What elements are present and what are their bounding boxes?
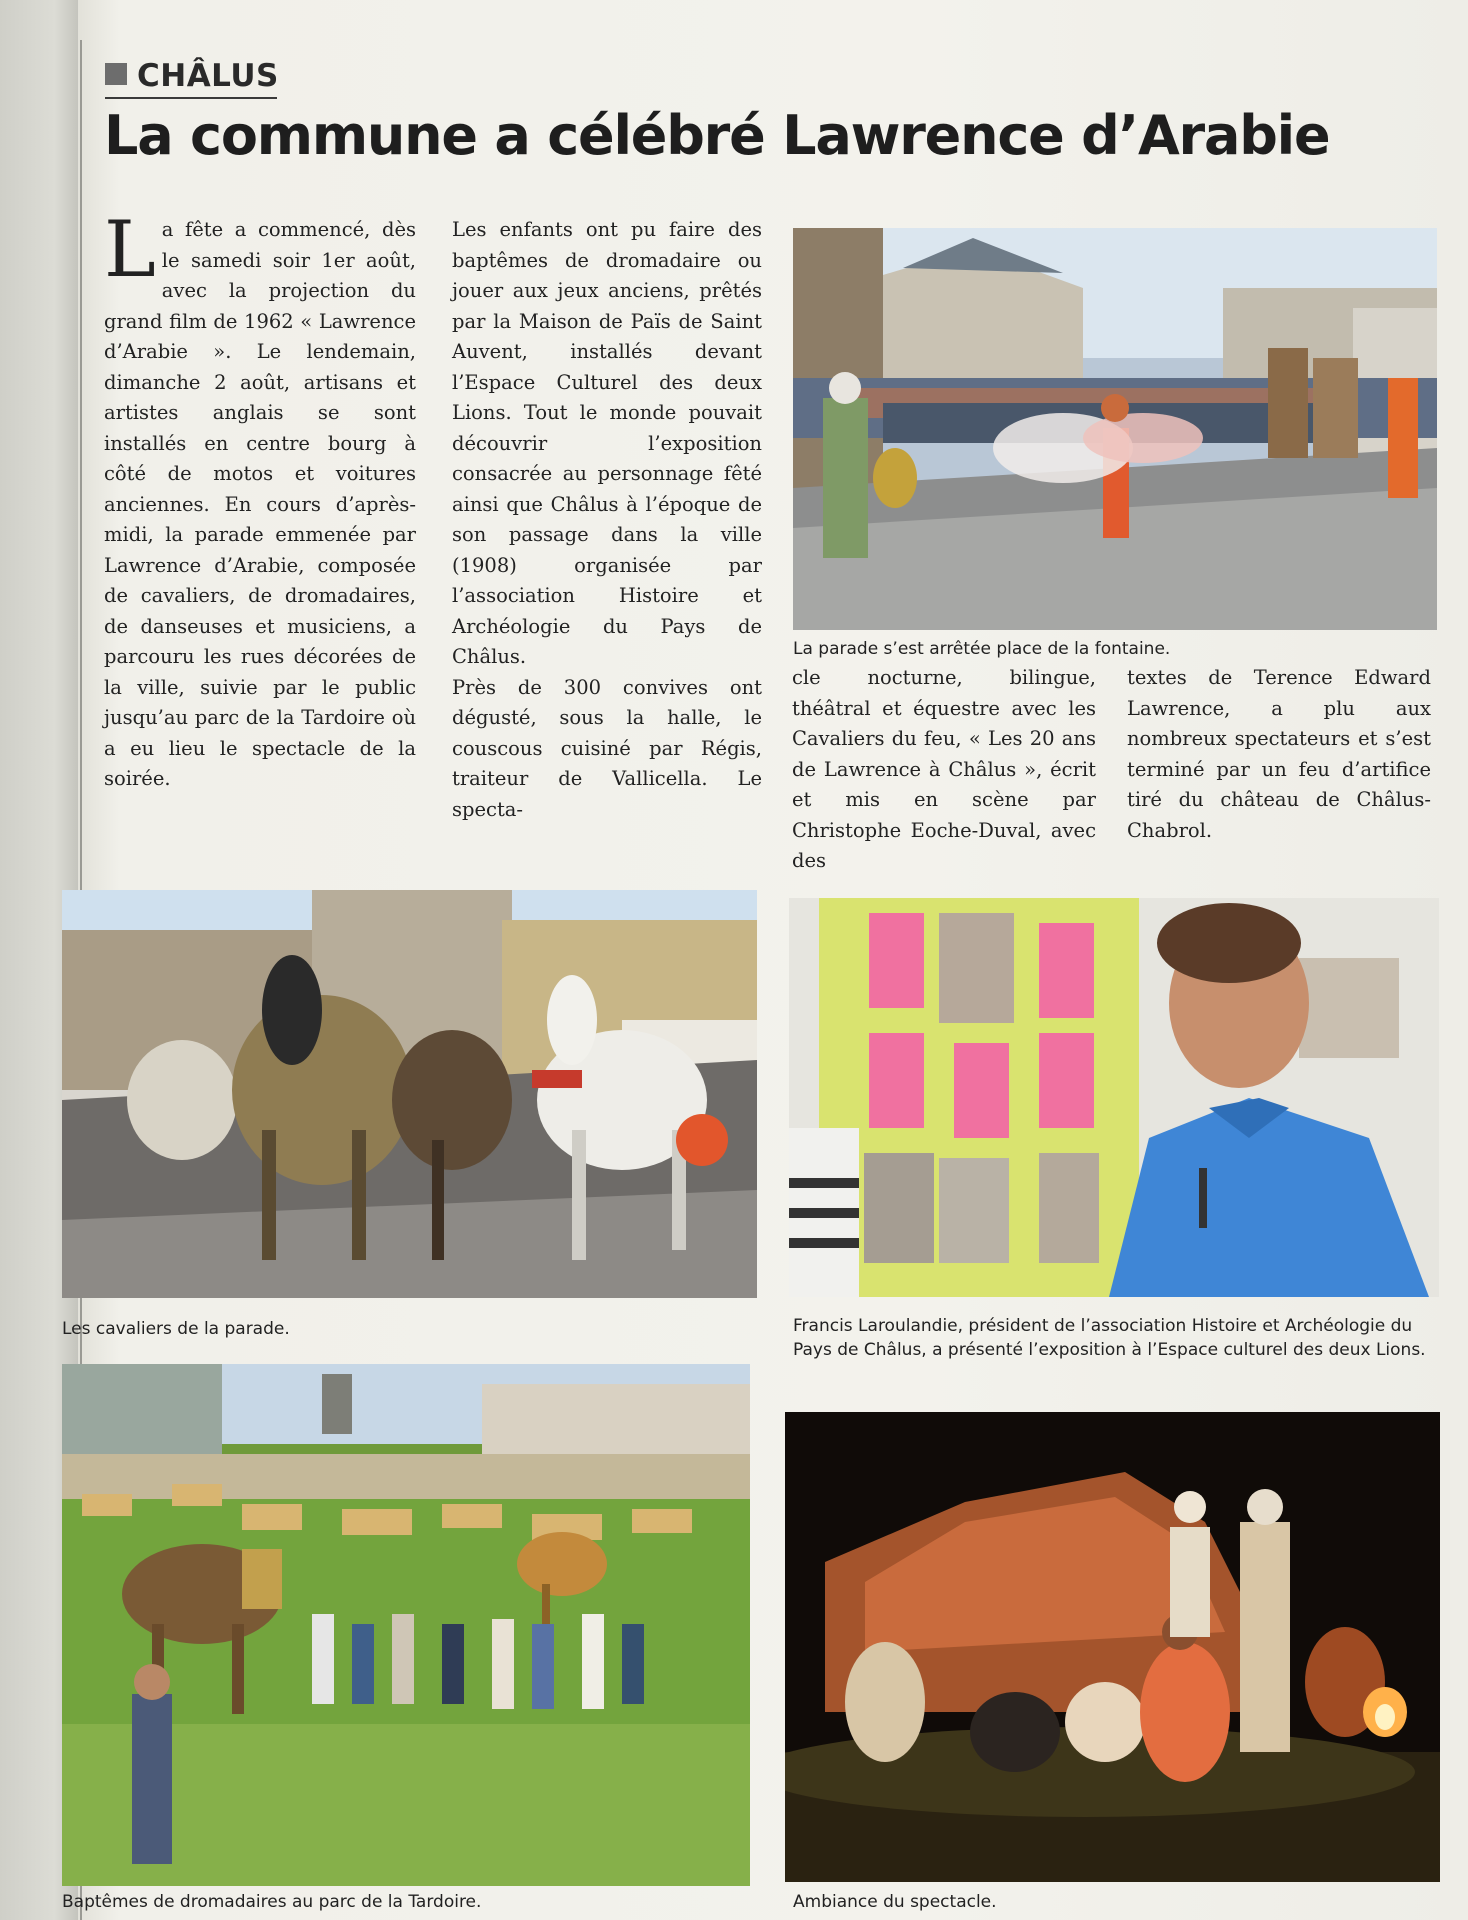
column-1-text: a fête a commencé, dès le samedi soir 1er août, avec la projection du grand film de 1962 « Lawrence d’Arabie ». Le lendemain, dimanche 2 août, artisans et artistes anglais se sont installés en centre bourg à côté de motos et voitures anciennes. En cours d’après-midi, la parade emmenée par Lawrence d’Arabie, composée de cavaliers, de dromadaires, de danseuses et musiciens, a parcouru les rues décorées de la ville, suivie par le public jusqu’au parc de la Tardoire où a eu lieu le spectacle de la soirée. [104,218,416,790]
section-kicker: CHÂLUS [105,58,279,94]
president-caption: Francis Laroulandie, président de l’association Histoire et Archéologie du Pays de Châlus, a présenté l’exposition à l’Espace culturel des deux Lions. [793,1316,1426,1360]
column-3-text: cle nocturne, bilingue, théâtral et équestre avec les Cavaliers du feu, « Les 20 ans de Lawrence à Châlus », écrit et mis en scène par Christophe Eoche-Duval, avec des [792,666,1096,872]
column-2-paragraph-1: Les enfants ont pu faire des baptêmes de dromadaire ou jouer aux jeux anciens, prêtés par la Maison de Païs de Saint Auvent, installés devant l’Espace Culturel des deux Lions. Tout le monde pouvait découvrir l’exposition consacrée au personnage fêté ainsi que Châlus à l’époque de son passage dans la ville (1908) organisée par l’association Histoire et Archéologie du Pays de Châlus. [452,218,762,668]
article-column-2 [452,215,762,825]
drop-cap: L [104,205,156,295]
kicker-square-icon [105,63,127,85]
kicker-underline [105,97,277,99]
parade-caption: La parade s’est arrêtée place de la fontaine. [793,639,1171,659]
show-caption: Ambiance du spectacle. [793,1892,997,1912]
camels-caption: Baptêmes de dromadaires au parc de la Tardoire. [62,1892,482,1912]
article-column-3 [792,663,1096,877]
riders-caption: Les cavaliers de la parade. [62,1319,290,1339]
column-2-paragraph-2: Près de 300 convives ont dégusté, sous la halle, le couscous cuisiné par Régis, traiteur de Vallicella. Le specta- [452,675,762,821]
riders-photo [62,890,757,1298]
show-photo [785,1412,1440,1882]
article-column-1 [104,205,416,795]
president-photo [789,898,1439,1297]
article-column-4 [1127,663,1431,846]
headline: La commune a célébré Lawrence d’Arabie [104,104,1330,167]
column-4-text: textes de Terence Edward Lawrence, a plu aux nombreux spectateurs et s’est terminé par un feu d’artifice tiré du château de Châlus-Chabrol. [1127,666,1431,842]
parade-photo [793,228,1437,630]
camels-photo [62,1364,750,1886]
